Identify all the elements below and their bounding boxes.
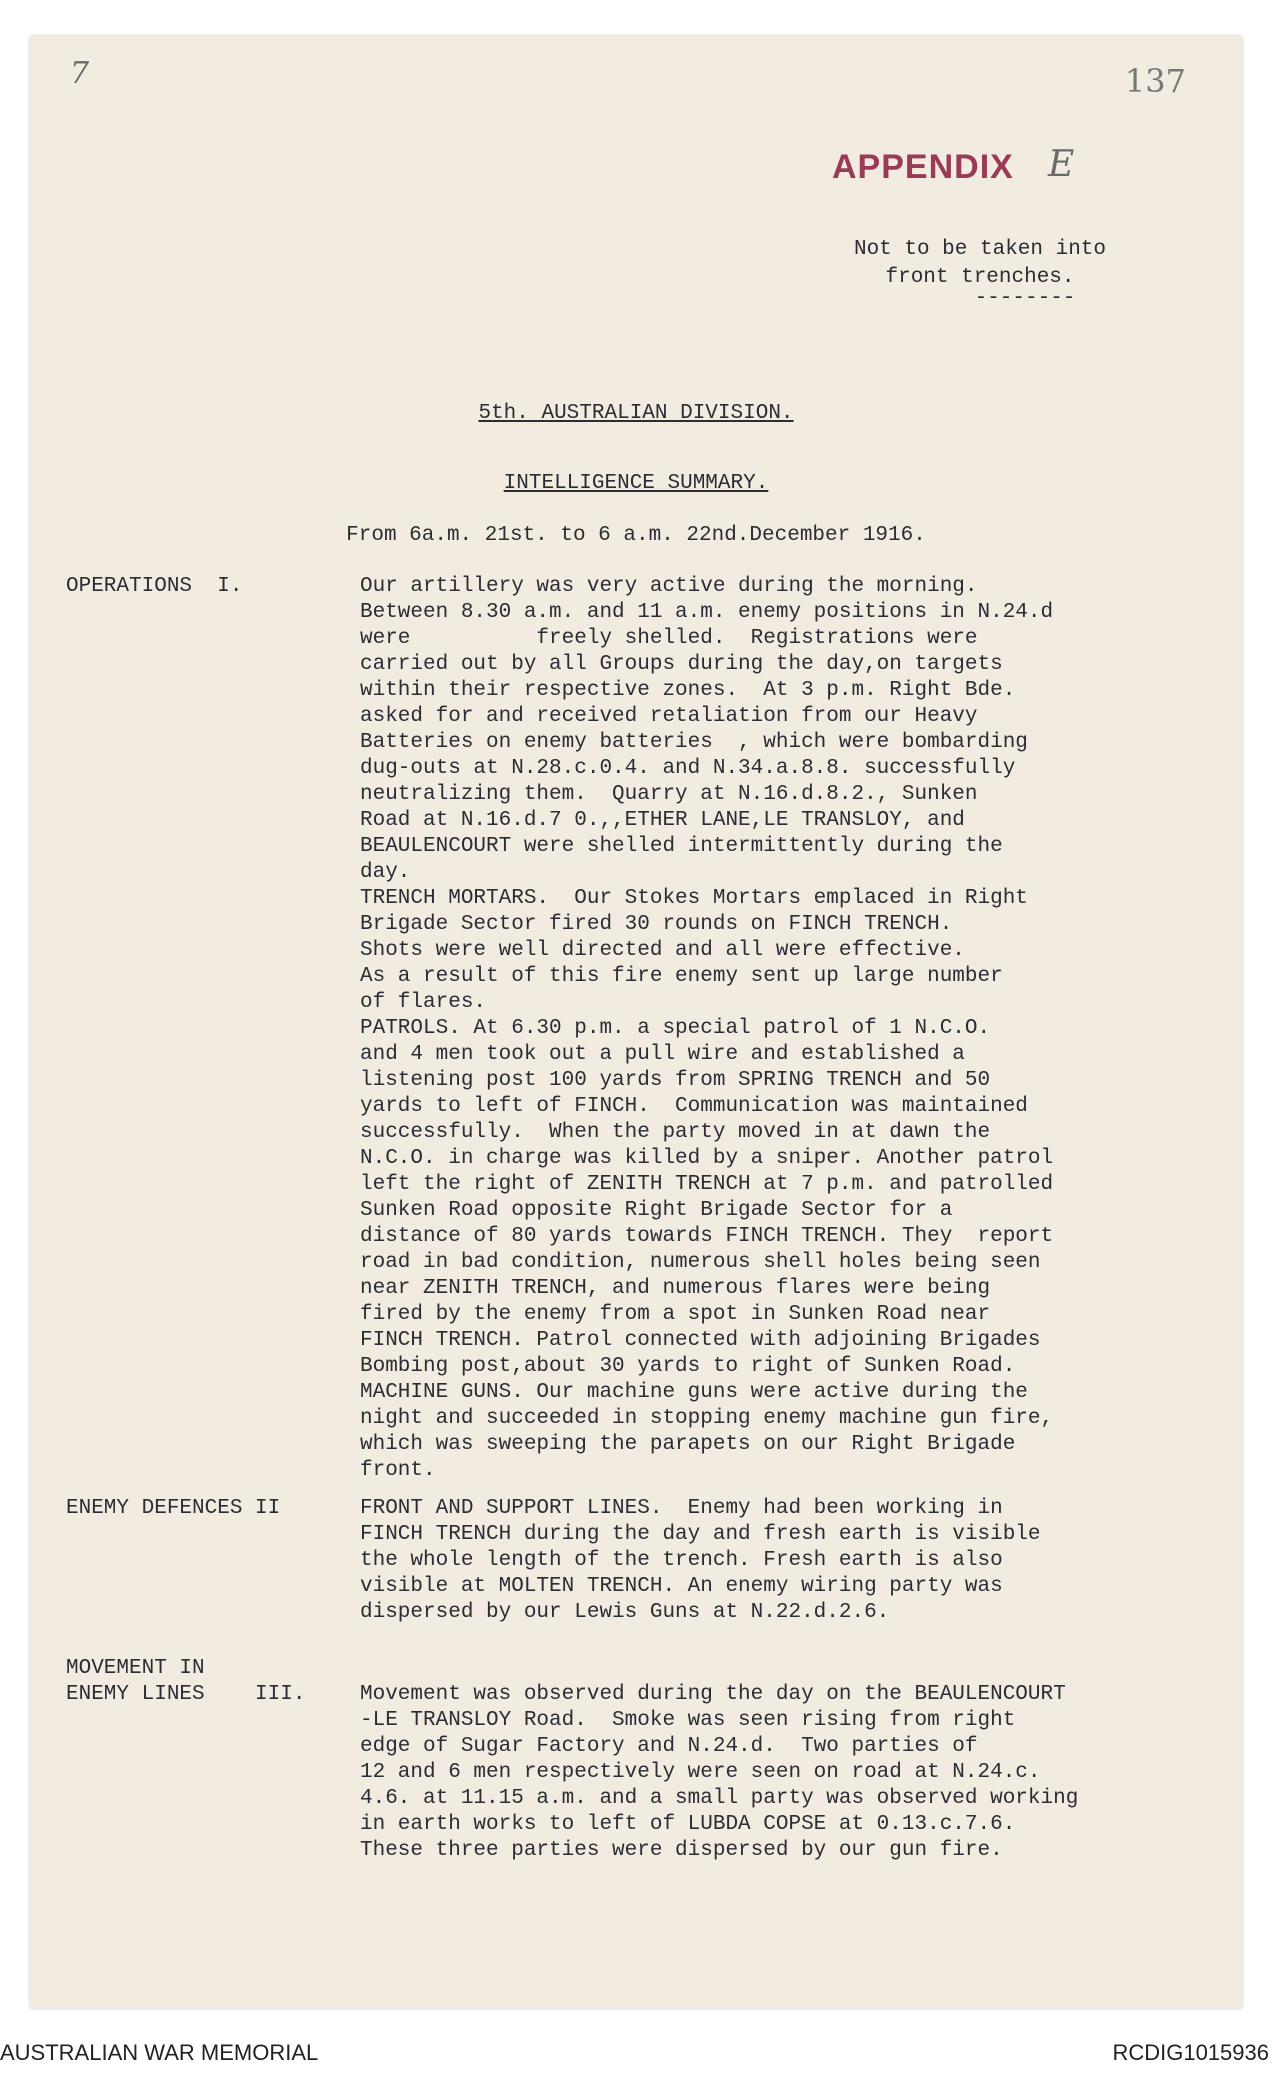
section-label: MOVEMENT IN ENEMY LINES III. <box>66 1657 306 1706</box>
section-label: OPERATIONS I. <box>66 575 243 598</box>
document-page <box>30 36 1242 2008</box>
appendix-letter: E <box>1048 144 1075 185</box>
note-line-1: Not to be taken into <box>853 238 1107 261</box>
corner-pencil-mark: 7 <box>70 56 90 91</box>
division-heading: 5th. AUSTRALIAN DIVISION. <box>478 402 794 425</box>
footer-record-id: RCDIG1015936 <box>1112 2040 1269 2065</box>
document-title: INTELLIGENCE SUMMARY. <box>503 472 769 495</box>
section-body: Our artillery was very active during the morning. Between 8.30 a.m. and 11 a.m. enemy positions in N.24.d were freely shelled. Registrations were carried out by all Groups during the day,on targets within their respective zones. At 3 p.m. Right Bde. asked for and received retaliation from our Heavy Batteries on enemy batteries , which were bombarding dug-outs at N.28.c.0.4. and N.34.a.8.8. successfully neutralizing them. Quarry at N.16.d.8.2., Sunken Road at N.16.d.7 0.,,ETHER LANE,LE TRANSLOY, and BEAULENCOURT were shelled intermittently during the day. TRENCH MORTARS. Our Stokes Mortars emplaced in Right Brigade Sector fired 30 rounds on FINCH TRENCH. Shots were well directed and all were effective. As a result of this fire enemy sent up large number of flares. PATROLS. At 6.30 p.m. a special patrol of 1 N.C.O. and 4 men took out a pull wire and established a listening post 100 yards from SPRING TRENCH and 50 yards to left of FINCH. Communication was maintained successfully. When the party moved in at dawn the N.C.O. in charge was killed by a sniper. Another patrol left the right of ZENITH TRENCH at 7 p.m. and patrolled Sunken Road opposite Right Brigade Sector for a distance of 80 yards towards FINCH TRENCH. They report road in bad condition, numerous shell holes being seen near ZENITH TRENCH, and numerous flares were being fired by the enemy from a spot in Sunken Road near FINCH TRENCH. Patrol connected with adjoining Brigades Bombing post,about 30 yards to right of Sunken Road. MACHINE GUNS. Our machine guns were active during the night and succeeded in stopping enemy machine gun fire, which was sweeping the parapets on our Right Brigade front. <box>360 575 1054 1482</box>
section-body: FRONT AND SUPPORT LINES. Enemy had been working in FINCH TRENCH during the day and fresh earth is visible the whole length of the trench. Fresh earth is also visible at MOLTEN TRENCH. An enemy wiring party was dispersed by our Lewis Guns at N.22.d.2.6. <box>360 1497 1041 1624</box>
section-label: ENEMY DEFENCES II <box>66 1497 281 1520</box>
note-rule: -------- <box>974 287 1076 310</box>
section-body: Movement was observed during the day on the BEAULENCOURT -LE TRANSLOY Road. Smoke was seen rising from right edge of Sugar Factory and N.24.d. Two parties of 12 and 6 men respectively were seen on road at N.24.c. 4.6. at 11.15 a.m. and a small party was observed working in earth works to left of LUBDA COPSE at 0.13.c.7.6. These three parties were dispersed by our gun fire. <box>360 1683 1079 1862</box>
period-line: From 6a.m. 21st. to 6 a.m. 22nd.December 1916. <box>346 524 926 547</box>
note-line-2: front trenches. <box>885 266 1075 289</box>
footer-institution: AUSTRALIAN WAR MEMORIAL <box>0 2040 319 2065</box>
appendix-stamp: APPENDIX <box>832 148 1014 186</box>
handling-note <box>770 236 1190 310</box>
page-number: 137 <box>1124 62 1186 100</box>
